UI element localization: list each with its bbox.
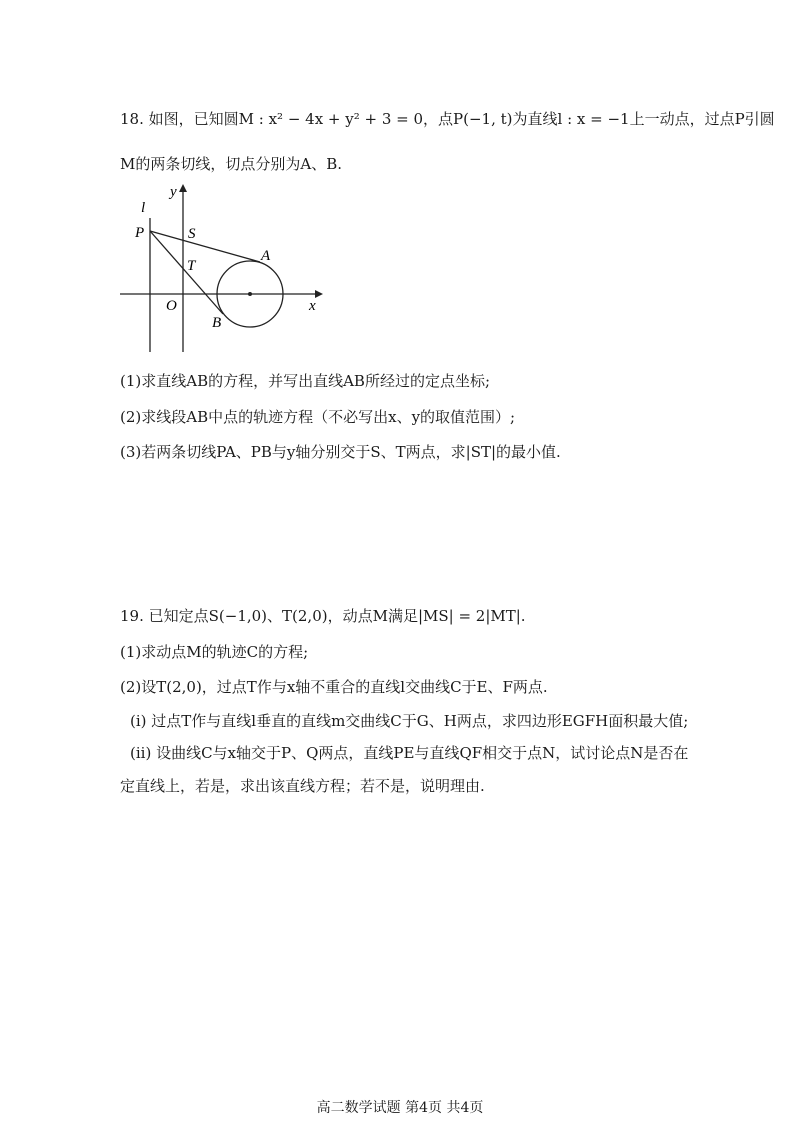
q19-part1: (1)求动点M的轨迹C的方程; — [120, 643, 309, 661]
label-l: l — [141, 200, 146, 216]
label-p: P — [135, 225, 145, 241]
label-b: B — [212, 315, 222, 331]
tangent-pa — [150, 231, 260, 262]
q19-sub2-line2: 定直线上，若是，求出该直线方程；若不是，说明理由. — [120, 777, 485, 795]
label-y: y — [170, 184, 177, 200]
page-footer: 高二数学试题 第4页 共4页 — [316, 1100, 484, 1116]
circle-center — [248, 292, 252, 296]
label-s: S — [188, 226, 196, 242]
q19-sub2-line1: (ii) 设曲线C与x轴交于P、Q两点，直线PE与直线QF相交于点N，试讨论点N是否在 — [130, 744, 689, 762]
label-t: T — [187, 258, 196, 274]
q18-part1: (1)求直线AB的方程，并写出直线AB所经过的定点坐标; — [120, 372, 491, 390]
q18-part2: (2)求线段AB中点的轨迹方程（不必写出x、y的取值范围）; — [120, 408, 516, 426]
x-axis-arrow — [315, 290, 323, 298]
q18-stem-line1: 18. 如图，已知圆M : x² − 4x + y² + 3 = 0，点P(−1, t)为直线l : x = −1上一动点，过点P引圆 — [120, 110, 775, 128]
q18-figure — [115, 180, 330, 360]
q19-stem: 19. 已知定点S(−1,0)、T(2,0)，动点M满足|MS| = 2|MT|. — [120, 607, 526, 625]
q19-part2: (2)设T(2,0)，过点T作与x轴不重合的直线l交曲线C于E、F两点. — [120, 678, 548, 696]
label-a: A — [261, 248, 271, 264]
q19-sub1: (i) 过点T作与直线l垂直的直线m交曲线C于G、H两点，求四边形EGFH面积最大值; — [130, 712, 689, 730]
label-o: O — [166, 298, 177, 314]
q18-part3: (3)若两条切线PA、PB与y轴分别交于S、T两点，求|ST|的最小值. — [120, 443, 561, 461]
q18-stem-line2: M的两条切线，切点分别为A、B. — [120, 155, 342, 173]
label-x: x — [309, 298, 316, 314]
y-axis-arrow — [179, 184, 187, 192]
